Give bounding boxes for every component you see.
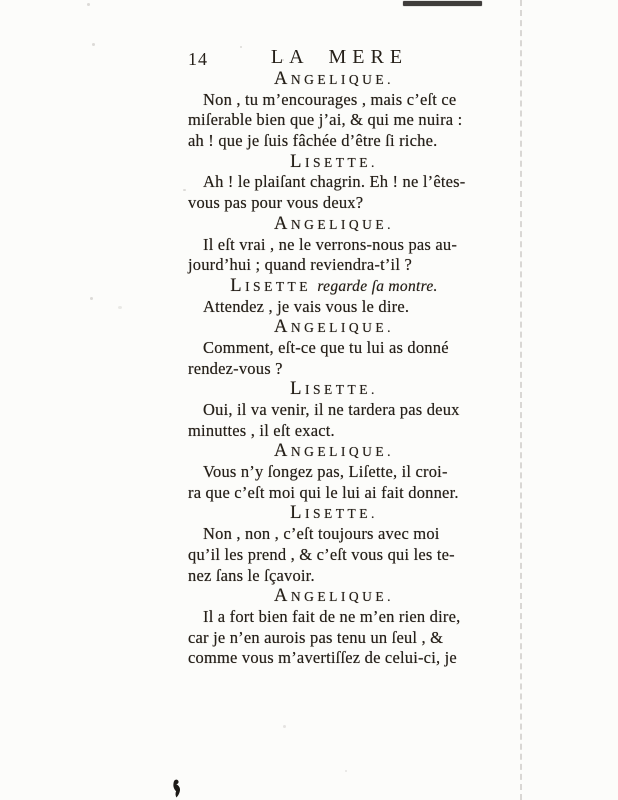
dialogue-line: Non , non , c’eſt toujours avec moi xyxy=(203,524,440,544)
page-gutter-dashed-line xyxy=(520,0,522,800)
dialogue-line: Il eſt vrai , ne le verrons-nous pas au- xyxy=(203,234,458,254)
dialogue-line: minuttes , il eſt exact. xyxy=(188,420,335,440)
dialogue-line: ah ! que je ſuis fâchée d’être ſi riche. xyxy=(188,131,438,151)
paper-speck xyxy=(87,3,90,6)
dialogue-line: Attendez , je vais vous le dire. xyxy=(203,296,410,316)
ink-blot xyxy=(170,779,186,799)
speaker-heading-with-direction xyxy=(188,276,480,297)
speaker-heading: ANGELIQUE. xyxy=(274,317,394,338)
speaker-heading: LISETTE. xyxy=(290,379,378,400)
dialogue-line: Ah ! le plaiſant chagrin. Eh ! ne l’êtes- xyxy=(203,172,466,192)
dialogue-line: car je n’en aurois pas tenu un ſeul , & xyxy=(188,627,444,647)
page-header xyxy=(188,46,480,69)
dialogue-line: qu’il les prend , & c’eſt vous qui les te- xyxy=(188,544,455,564)
dialogue-line: ra que c’eſt moi qui le lui ai fait donner. xyxy=(188,482,459,502)
paper-speck xyxy=(90,297,93,300)
dialogue-line: Il a fort bien fait de ne m’en rien dire, xyxy=(203,606,461,626)
dialogue-line: Non , tu m’encourages , mais c’eſt ce xyxy=(203,89,457,109)
scan-artifact-bar xyxy=(403,1,482,6)
running-title: LA MERE xyxy=(270,46,409,68)
dialogue-line: nez ſans le ſçavoir. xyxy=(188,565,315,585)
paper-speck xyxy=(118,306,122,309)
dialogue-line: Oui, il va venir, il ne tardera pas deux xyxy=(203,400,460,419)
dialogue-line: jourd’hui ; quand reviendra-t’il ? xyxy=(188,255,412,275)
paper-speck xyxy=(183,189,186,191)
speaker-heading: ANGELIQUE. xyxy=(274,586,394,607)
speaker-heading: ANGELIQUE. xyxy=(274,441,394,462)
speaker-heading: ANGELIQUE. xyxy=(274,69,394,89)
speaker-heading: ANGELIQUE. xyxy=(274,213,394,234)
speaker-name: LISETTE xyxy=(230,275,312,296)
dialogue-line: Vous n’y ſongez pas, Liſette, il croi- xyxy=(203,462,448,482)
paper-speck xyxy=(283,725,286,728)
paper-speck xyxy=(92,43,95,46)
text-column xyxy=(188,46,480,669)
dialogue-line: miſerable bien que j’ai, & qui me nuira : xyxy=(188,110,463,130)
dialogue-line: vous pas pour vous deux? xyxy=(188,193,364,213)
dialogue-line: rendez-vous ? xyxy=(188,358,283,378)
page-number: 14 xyxy=(188,49,208,69)
dialogue-line: Comment, eſt-ce que tu lui as donné xyxy=(203,337,449,357)
dialogue-line: comme vous m’avertiſſez de celui-ci, je xyxy=(188,648,457,668)
stage-direction: regarde ſa montre. xyxy=(317,277,438,295)
speaker-heading: LISETTE. xyxy=(290,503,378,524)
paper-speck xyxy=(345,770,347,772)
speaker-heading: LISETTE. xyxy=(290,151,378,172)
